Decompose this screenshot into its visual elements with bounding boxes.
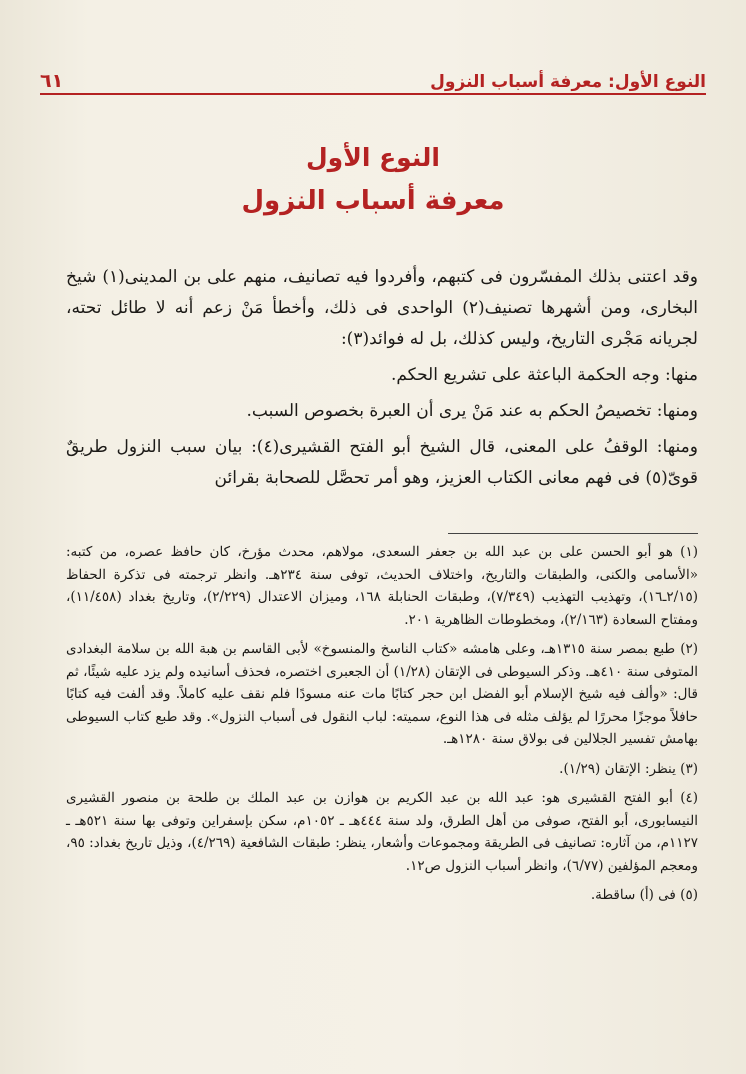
footnote (66, 541, 698, 631)
running-title: النوع الأول: معرفة أسباب النزول (430, 72, 706, 92)
footnote-mark: (٥) (680, 887, 698, 903)
footnote-text: هو أبو الحسن على بن عبد الله بن جعفر السعدى، مولاهم، محدث مؤرخ، كان حافظ عصره، من كتبه: «الأسامى والكنى، والطبقات والتاريخ، واختلاف الحديث، توفى سنة ٢٣٤هـ. وانظر ترجمته فى تذكرة الحفاظ (٢/١٥ـ١٦)، وتهذيب التهذيب (٧/٣٤٩)، وطبقات الحنابلة ١٦٨، وميزان الاعتدال (٢/٢٢٩)، وتاريخ بغداد (١١/٤٥٨)، ومفتاح السعادة (٢/١٦٣)، ومخطوطات الظاهرية ٢٠١. (66, 544, 699, 628)
footnote-mark: (١) (680, 544, 698, 560)
chapter-subtitle: معرفة أسباب النزول (241, 186, 505, 216)
chapter-title: النوع الأول (305, 143, 441, 172)
main-text (66, 262, 698, 499)
footnotes (66, 541, 698, 914)
footnote (66, 638, 698, 751)
footnote (66, 787, 698, 877)
footnote (66, 884, 698, 907)
footnote-text: طبع بمصر سنة ١٣١٥هـ، وعلى هامشه «كتاب الناسخ والمنسوخ» لأبى القاسم بن هبة الله بن سلامة البغدادى المتوفى سنة ٤١٠هـ. وذكر السيوطى فى الإتقان (١/٢٨) أن الجعبرى اختصره، فحذف أسانيده ولم يزد عليه شيئًا، ثم قال: «وألف فيه شيخ الإسلام أبو الفضل ابن حجر كتابًا مات عنه مسودًا فلم نقف عليه كاملاً. وقد ألفت فيه كتابًا حافلاً موجزًا محررًا لم يؤلف مثله فى هذا النوع، سميته: لباب النقول فى أسباب النزول». وقد طبع كتاب السيوطى بهامش تفسير الجلالين فى بولاق سنة ١٢٨٠هـ. (66, 641, 698, 747)
footnote-separator (448, 533, 698, 534)
page-number: ٦١ (40, 70, 64, 92)
header-divider (40, 93, 706, 95)
footnote-text: أبو الفتح القشيرى هو: عبد الله بن عبد الكريم بن هوازن بن عبد الملك بن طلحة بن منصور القشيرى النيسابورى، أبو الفتح، صوفى من أهل الطرق، ولد سنة ٤٤٤هـ ـ ١٠٥٢م، سكن بإسفراين وتوفى بها سنة ٥٢١هـ ـ ١١٢٧م، من آثاره: تصانيف فى الطريقة ومجموعات وأشعار، ينظر: طبقات الشافعية (٤/٢٦٩)، وذيل تاريخ بغداد: ٩٥، ومعجم المؤلفين (٦/٧٧)، وانظر أسباب النزول ص١٢. (66, 790, 698, 874)
paragraph: ومنها: تخصيصُ الحكم به عند مَنْ يرى أن العبرة بخصوص السبب. (246, 401, 698, 421)
paragraph: منها: وجه الحكمة الباعثة على تشريع الحكم. (390, 365, 698, 385)
footnote-mark: (٤) (680, 790, 699, 806)
footnote-text: فى (أ) ساقطة. (590, 887, 676, 903)
paragraph: وقد اعتنى بذلك المفسّرون فى كتبهم، وأفردوا فيه تصانيف، منهم على بن المدينى(١) شيخ البخارى، ومن أشهرها تصنيف(٢) الواحدى فى ذلك، وأخطأ مَنْ زعم أنه لا طائل تحته، لجريانه مَجْرى التاريخ، وليس كذلك، بل له فوائد(٣): (66, 267, 698, 349)
footnote-text: ينظر: الإتقان (١/٢٩). (559, 760, 676, 777)
chapter-heading (40, 138, 706, 224)
footnote-mark: (٢) (680, 641, 699, 657)
footnote-mark: (٣) (680, 760, 698, 777)
page-header (40, 62, 706, 92)
footnote (66, 758, 698, 781)
paragraph: ومنها: الوقفُ على المعنى، قال الشيخ أبو الفتح القشيرى(٤): بيان سبب النزول طريقٌ قوىّ(٥) فى فهم معانى الكتاب العزيز، وهو أمر تحصَّل للصحابة بقرائن (66, 437, 698, 488)
